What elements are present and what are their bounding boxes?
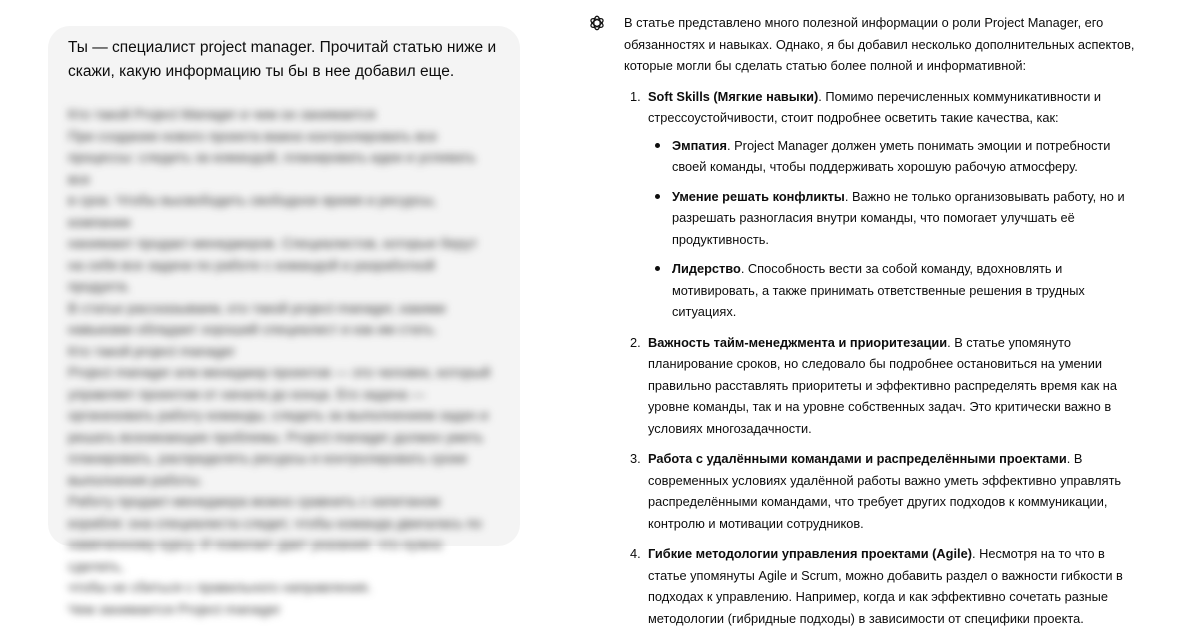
sub-item-text: . Важно не только организовывать работу, но и разрешать разногласия внутри команды, что помогает улучшать её продуктивность. <box>672 188 1125 247</box>
article-line: решать возникающие проблемы. Project manager должен уметь <box>68 428 484 445</box>
sub-list-item <box>648 186 1144 251</box>
sub-list-item <box>648 258 1144 323</box>
article-line: на себя все задачи по работе с командой и разработкой продукта. <box>68 256 435 294</box>
list-item-number: 1. <box>630 88 641 104</box>
sub-item-text: . Project Manager должен уметь понимать эмоции и потребности своей команды, чтобы поддерживать хорошую рабочую атмосферу. <box>672 137 1111 174</box>
assistant-message <box>624 12 1144 638</box>
article-line: в срок. Чтобы высвободить свободное время и ресурсы, компании <box>68 192 437 230</box>
sub-item-title: Умение решать конфликты <box>672 188 845 204</box>
list-item-text: . Несмотря на то что в статье упомянуты Agile и Scrum, можно добавить раздел о важности гибкости в подходах к управлению. Например, когда и как эффективно сочетать разные методологии (гибридные подходы) в зависимости от специфики проекта. <box>648 546 1123 626</box>
article-line: нанимают продакт-менеджеров. Специалистов, которые берут <box>68 235 478 251</box>
article-line: процессы: следить за командой, планировать идеи и успевать все <box>68 149 476 187</box>
article-line: планировать, распределять ресурсы и контролировать сроки <box>68 450 467 466</box>
list-item-text: . В статье упомянуто планирование сроков, но следовало бы подробнее остановиться на умении правильно расставлять приоритеты и эффективно распределять время как на уровне команды, так и на уровне собственных задач. Это критически важно в условиях многозадачности. <box>648 334 1117 436</box>
list-item-number: 3. <box>630 451 641 466</box>
blurred-article-text <box>68 104 500 620</box>
list-item-title: Важность тайм-менеджмента и приоритезации <box>648 334 948 350</box>
user-message-bubble <box>48 26 520 617</box>
list-item <box>624 86 1144 323</box>
article-line: чтобы не сбиться с правильного направления. <box>68 579 372 595</box>
list-item-title: Работа с удалёнными командами и распределёнными проектами <box>648 451 1067 466</box>
list-item-title: Гибкие методологии управления проектами (Agile) <box>648 546 972 561</box>
list-item <box>624 543 1144 629</box>
article-line: выполнения работы. <box>68 471 203 488</box>
article-line: навыками обладает хороший специалист и как им стать. <box>68 321 438 337</box>
list-item <box>624 448 1144 534</box>
article-line: Project manager или менеджер проектов — это человек, который <box>68 364 491 380</box>
list-item <box>624 332 1144 440</box>
sub-item-title: Лидерство <box>672 261 741 276</box>
list-item-title: Soft Skills (Мягкие навыки) <box>648 88 819 104</box>
article-line: управляет проектом от начала до конца. Его задача — <box>68 385 426 402</box>
list-item-text: . Помимо перечисленных коммуникативности и стрессоустойчивости, стоит подробнее осветить такие качества, как: <box>648 88 1102 125</box>
article-line: организовать работу команды, следить за выполнением задач и <box>68 407 489 423</box>
article-line: корабля: она специалиста следит, чтобы команда двигалась по <box>68 514 482 531</box>
article-line: намеченному курсу. И помогает дает указания: что нужно сделать, <box>68 536 443 574</box>
article-line: Работу продакт-менеджера можно сравнить с капитаном <box>68 493 441 509</box>
list-item-number: 4. <box>630 546 641 561</box>
suggestion-list <box>624 86 1144 630</box>
sub-list <box>648 135 1144 323</box>
sub-item-title: Эмпатия <box>672 137 728 153</box>
article-line: В статье рассказываем, кто такой project manager, какими <box>68 299 446 316</box>
sub-list-item <box>648 135 1144 178</box>
sub-item-text: . Способность вести за собой команду, вдохновлять и мотивировать, а также принимать ответственные решения в трудных ситуациях. <box>672 261 1085 319</box>
assistant-intro: В статье представлено много полезной информации о роли Project Manager, его обязанностях и навыках. Однако, я бы добавил несколько дополнительных аспектов, которые могли бы сделать статью более полной и информативной: <box>624 15 1135 73</box>
article-line: При создании нового проекта важно контролировать все <box>68 127 438 144</box>
openai-logo-icon <box>588 14 606 32</box>
list-item-number: 2. <box>630 334 641 350</box>
article-line: Кто такой Project Manager и чем он занимается <box>68 106 376 122</box>
article-line: Чем занимается Project manager <box>68 600 281 617</box>
article-line: Кто такой project manager <box>68 342 236 359</box>
user-prompt-text: Ты — специалист project manager. Прочитай статью ниже и скажи, какую информацию ты бы в нее добавил еще. <box>68 39 497 80</box>
list-item-text: . В современных условиях удалённой работы важно уметь эффективно управлять распределёнными командами, что требует других подходов к коммуникации, контролю и мотивации сотрудников. <box>648 451 1122 531</box>
